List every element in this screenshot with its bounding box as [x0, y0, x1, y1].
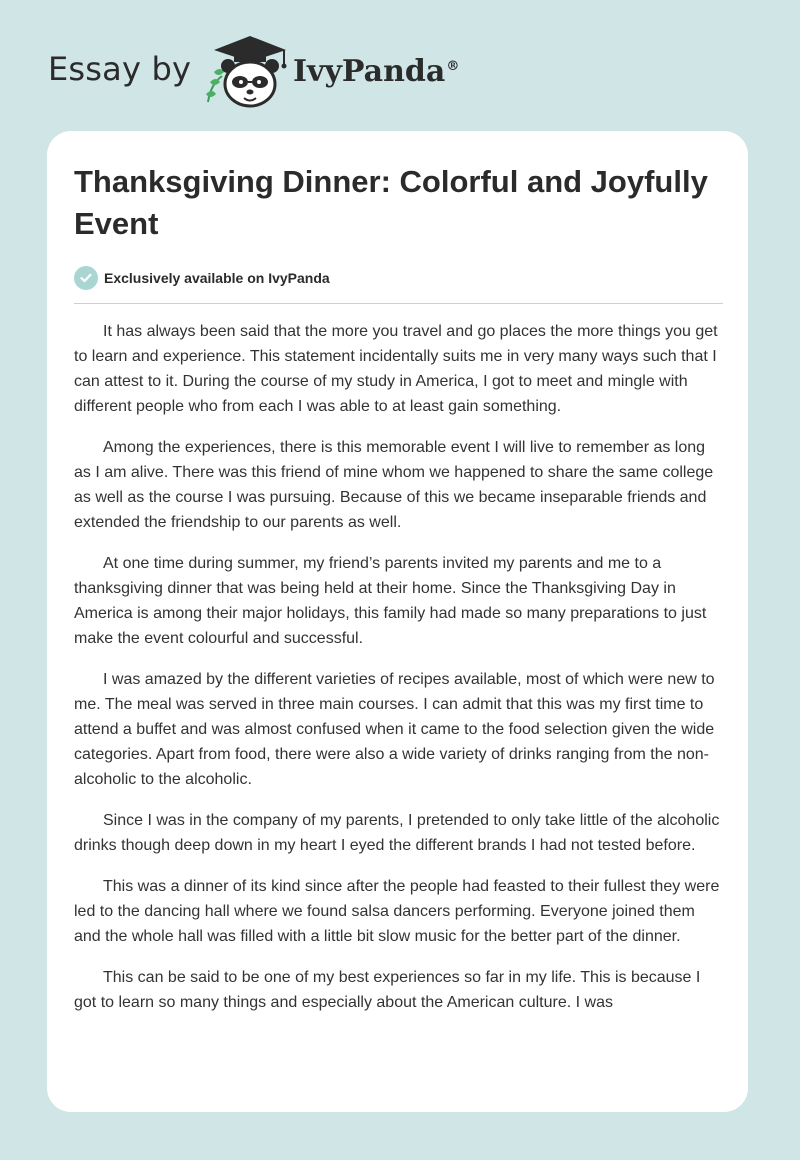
badge-label: Exclusively available on IvyPanda [104, 270, 330, 286]
check-circle-icon [74, 266, 98, 290]
paragraph: I was amazed by the different varieties of recipes available, most of which were new to me. The meal was served in three main courses. I can admit that this was my first time to attend a buffet and was almost confused when it came to the food selection given the wide categories. Apart from food, there were also a wide variety of drinks ranging from the non-alcoholic to the alcoholic. [74, 671, 715, 788]
paragraph: Among the experiences, there is this memorable event I will live to remember as long as I am alive. There was this friend of mine whom we happened to share the same college as well as the course I was pursuing. Because of this we became inseparable friends and extended the friendship to our parents as well. [74, 439, 714, 531]
registered-mark: ® [446, 59, 460, 74]
essay-title: Thanksgiving Dinner: Colorful and Joyfully Event [74, 164, 708, 241]
essay-card [47, 131, 748, 1112]
brand-name: IvyPanda® [293, 54, 460, 89]
paragraph: This can be said to be one of my best experiences so far in my life. This is because I got to learn so many things and especially about the American culture. I was [74, 969, 701, 1011]
site-header [48, 32, 468, 112]
paragraph: It has always been said that the more you travel and go places the more things you get to learn and experience. This statement incidentally suits me in very many ways such that I can attest to it. During the course of my study in America, I got to meet and mingle with different people who from each I was able to at least gain something. [74, 323, 718, 415]
paragraph: Since I was in the company of my parents, I pretended to only take little of the alcoholic drinks though deep down in my heart I eyed the different brands I had not tested before. [74, 812, 720, 854]
paragraph: At one time during summer, my friend’s parents invited my parents and me to a thanksgiving dinner that was being held at their home. Since the Thanksgiving Day in America is among their major holidays, this family had made so many preparations to just make the event colourful and successful. [74, 555, 707, 647]
essay-body [74, 319, 724, 1031]
divider [74, 303, 723, 304]
exclusive-badge [74, 265, 330, 291]
paragraph: This was a dinner of its kind since after the people had feasted to their fullest they were led to the dancing hall where we found salsa dancers performing. Everyone joined them and the whole hall was filled with a little bit slow music for the better part of the dinner. [74, 878, 720, 945]
brand-prefix: Essay by [48, 50, 192, 88]
panda-graduation-cap-icon [200, 32, 292, 110]
